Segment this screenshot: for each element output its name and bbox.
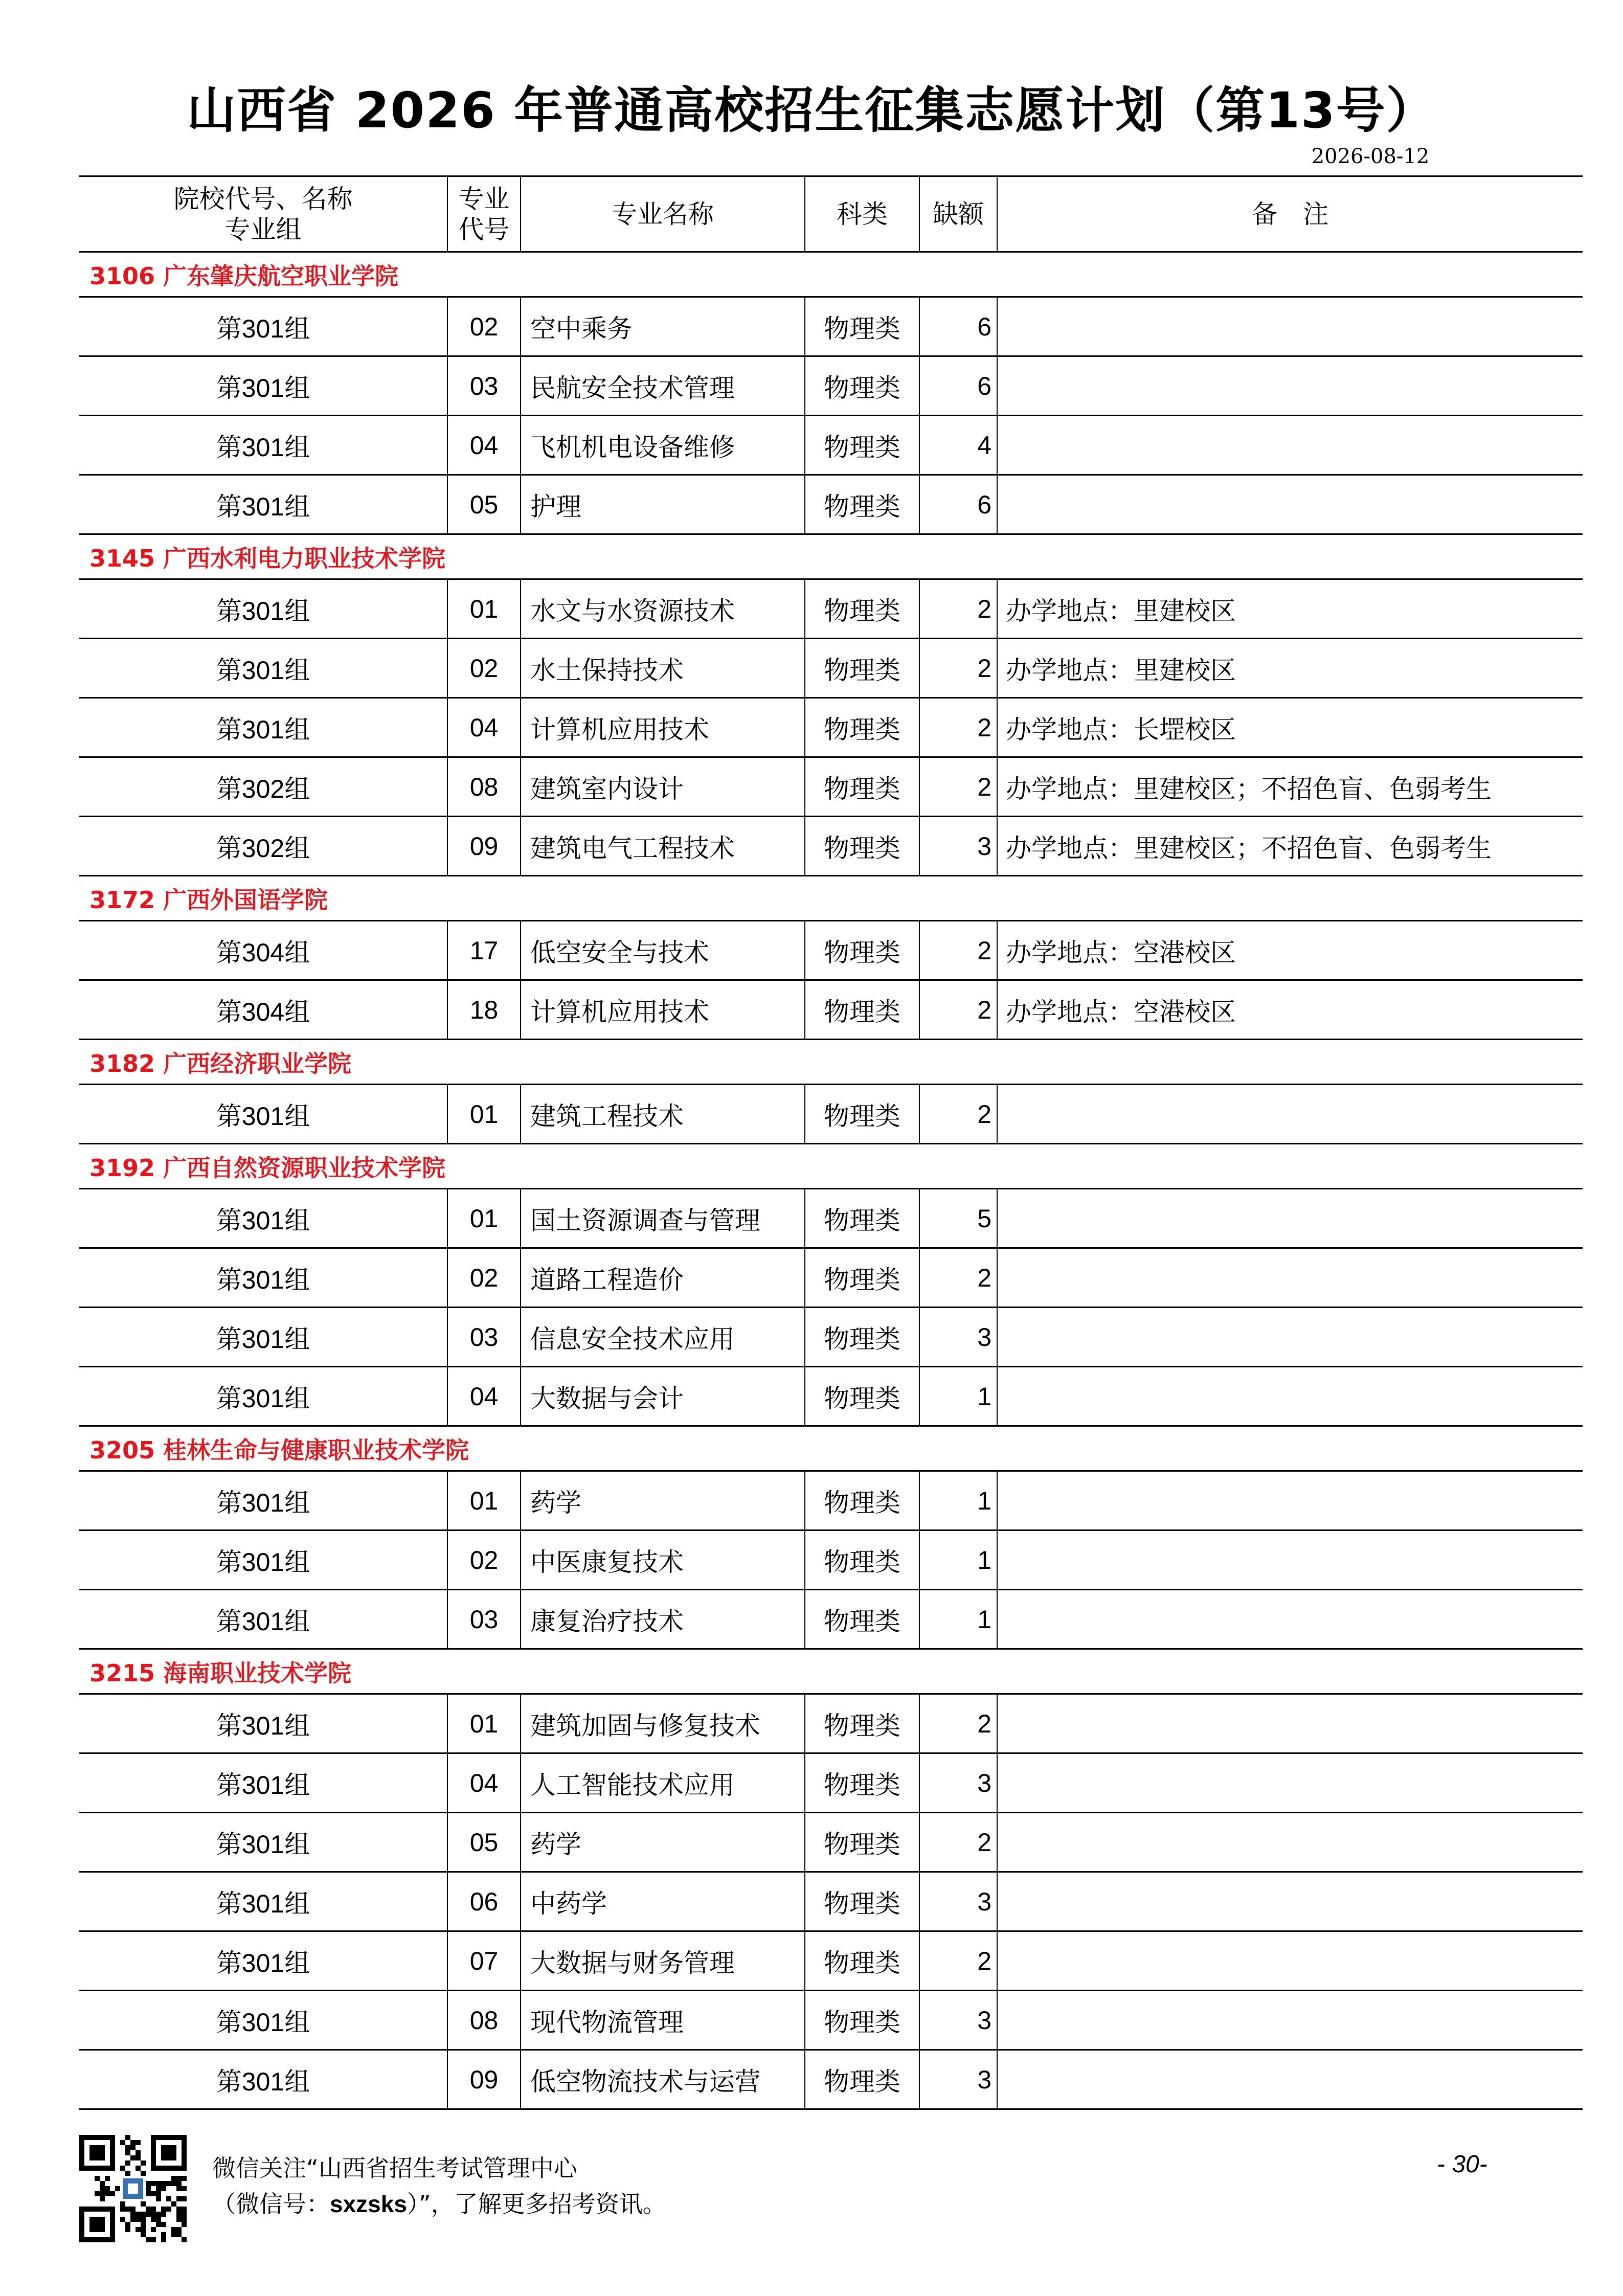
major-code-cell: 01 <box>447 1694 521 1753</box>
category-cell: 物理类 <box>805 416 919 475</box>
quota-cell: 1 <box>919 1530 997 1590</box>
qr-code-icon <box>79 2135 187 2242</box>
table-row <box>79 1813 1583 1872</box>
major-name-cell: 计算机应用技术 <box>521 698 805 757</box>
major-name-cell: 人工智能技术应用 <box>521 1753 805 1813</box>
table-row <box>79 639 1583 698</box>
note-cell <box>997 1872 1583 1931</box>
major-name-cell: 护理 <box>521 475 805 534</box>
group-cell: 第302组 <box>79 817 447 876</box>
publish-date: 2026-08-12 <box>1311 145 1430 168</box>
note-cell: 办学地点：里建校区；不招色盲、色弱考生 <box>997 757 1583 817</box>
table-row <box>79 1189 1583 1248</box>
major-name-cell: 药学 <box>521 1471 805 1530</box>
quota-cell: 2 <box>919 921 997 980</box>
table-row <box>79 1308 1583 1367</box>
table-row <box>79 1248 1583 1308</box>
major-code-cell: 04 <box>447 1367 521 1426</box>
category-cell: 物理类 <box>805 1471 919 1530</box>
note-cell <box>997 1308 1583 1367</box>
category-cell: 物理类 <box>805 1813 919 1872</box>
category-cell: 物理类 <box>805 698 919 757</box>
major-code-cell: 03 <box>447 356 521 416</box>
note-cell <box>997 1813 1583 1872</box>
major-name-cell: 中药学 <box>521 1872 805 1931</box>
quota-cell: 1 <box>919 1367 997 1426</box>
category-cell: 物理类 <box>805 639 919 698</box>
note-cell <box>997 2050 1583 2109</box>
category-cell: 物理类 <box>805 1931 919 1991</box>
footer-wechat-id: sxzsks <box>330 2191 407 2217</box>
quota-cell: 3 <box>919 1991 997 2050</box>
note-cell <box>997 1590 1583 1649</box>
major-code-cell: 01 <box>447 579 521 639</box>
group-cell: 第301组 <box>79 1931 447 1991</box>
table-row <box>79 475 1583 534</box>
major-name-cell: 药学 <box>521 1813 805 1872</box>
table-row <box>79 356 1583 416</box>
quota-cell: 2 <box>919 980 997 1040</box>
group-cell: 第302组 <box>79 757 447 817</box>
table-row <box>79 1085 1583 1144</box>
category-cell: 物理类 <box>805 1248 919 1308</box>
category-cell: 物理类 <box>805 1085 919 1144</box>
table-row <box>79 1694 1583 1753</box>
group-cell: 第301组 <box>79 1308 447 1367</box>
table-row <box>79 579 1583 639</box>
note-cell <box>997 1085 1583 1144</box>
quota-cell: 1 <box>919 1590 997 1649</box>
school-name: 3145 广西水利电力职业技术学院 <box>79 534 1583 579</box>
group-cell: 第301组 <box>79 1694 447 1753</box>
category-cell: 物理类 <box>805 817 919 876</box>
school-row <box>79 1144 1583 1189</box>
group-cell: 第301组 <box>79 356 447 416</box>
table-row <box>79 817 1583 876</box>
school-name: 3106 广东肇庆航空职业学院 <box>79 252 1583 297</box>
category-cell: 物理类 <box>805 921 919 980</box>
header-category: 科类 <box>805 176 919 252</box>
table-row <box>79 698 1583 757</box>
major-name-cell: 建筑工程技术 <box>521 1085 805 1144</box>
page-number: - 30- <box>1437 2151 1487 2178</box>
category-cell: 物理类 <box>805 980 919 1040</box>
quota-cell: 3 <box>919 1308 997 1367</box>
quota-cell: 6 <box>919 475 997 534</box>
school-name: 3205 桂林生命与健康职业技术学院 <box>79 1426 1583 1471</box>
major-name-cell: 道路工程造价 <box>521 1248 805 1308</box>
header-quota: 缺额 <box>919 176 997 252</box>
major-code-cell: 04 <box>447 416 521 475</box>
note-cell <box>997 1367 1583 1426</box>
quota-cell: 6 <box>919 356 997 416</box>
major-name-cell: 建筑加固与修复技术 <box>521 1694 805 1753</box>
major-code-cell: 02 <box>447 639 521 698</box>
note-cell <box>997 297 1583 356</box>
footer-text <box>212 2150 666 2222</box>
note-cell: 办学地点：里建校区 <box>997 639 1583 698</box>
major-name-cell: 国土资源调查与管理 <box>521 1189 805 1248</box>
major-code-cell: 18 <box>447 980 521 1040</box>
note-cell <box>997 356 1583 416</box>
footer-line1: 微信关注“山西省招生考试管理中心 <box>212 2154 577 2182</box>
table-row <box>79 1872 1583 1931</box>
major-name-cell: 民航安全技术管理 <box>521 356 805 416</box>
group-cell: 第301组 <box>79 1471 447 1530</box>
category-cell: 物理类 <box>805 1753 919 1813</box>
group-cell: 第301组 <box>79 1813 447 1872</box>
quota-cell: 3 <box>919 2050 997 2109</box>
major-code-cell: 03 <box>447 1590 521 1649</box>
group-cell: 第301组 <box>79 1248 447 1308</box>
major-name-cell: 信息安全技术应用 <box>521 1308 805 1367</box>
note-cell <box>997 416 1583 475</box>
quota-cell: 2 <box>919 1694 997 1753</box>
school-name: 3215 海南职业技术学院 <box>79 1649 1583 1694</box>
major-name-cell: 飞机机电设备维修 <box>521 416 805 475</box>
table-row <box>79 1991 1583 2050</box>
group-cell: 第301组 <box>79 2050 447 2109</box>
table-row <box>79 1931 1583 1991</box>
table-row <box>79 757 1583 817</box>
note-cell: 办学地点：空港校区 <box>997 980 1583 1040</box>
major-code-cell: 09 <box>447 2050 521 2109</box>
group-cell: 第301组 <box>79 1085 447 1144</box>
category-cell: 物理类 <box>805 1189 919 1248</box>
note-cell <box>997 1530 1583 1590</box>
note-cell: 办学地点：里建校区；不招色盲、色弱考生 <box>997 817 1583 876</box>
major-code-cell: 02 <box>447 1248 521 1308</box>
note-cell <box>997 1248 1583 1308</box>
major-code-cell: 08 <box>447 1991 521 2050</box>
group-cell: 第301组 <box>79 698 447 757</box>
header-code: 专业 代号 <box>447 176 521 252</box>
quota-cell: 2 <box>919 639 997 698</box>
quota-cell: 3 <box>919 1872 997 1931</box>
table-body <box>79 252 1583 2109</box>
category-cell: 物理类 <box>805 1530 919 1590</box>
major-code-cell: 02 <box>447 297 521 356</box>
major-name-cell: 康复治疗技术 <box>521 1590 805 1649</box>
footer-line2-prefix: （微信号： <box>212 2190 330 2218</box>
quota-cell: 2 <box>919 579 997 639</box>
quota-cell: 2 <box>919 1813 997 1872</box>
group-cell: 第301组 <box>79 639 447 698</box>
note-cell <box>997 1931 1583 1991</box>
category-cell: 物理类 <box>805 475 919 534</box>
major-name-cell: 大数据与财务管理 <box>521 1931 805 1991</box>
group-cell: 第301组 <box>79 579 447 639</box>
major-code-cell: 09 <box>447 817 521 876</box>
quota-cell: 3 <box>919 1753 997 1813</box>
major-name-cell: 空中乘务 <box>521 297 805 356</box>
major-name-cell: 计算机应用技术 <box>521 980 805 1040</box>
header-major: 专业名称 <box>521 176 805 252</box>
group-cell: 第304组 <box>79 980 447 1040</box>
quota-cell: 6 <box>919 297 997 356</box>
quota-cell: 2 <box>919 757 997 817</box>
major-code-cell: 08 <box>447 757 521 817</box>
group-cell: 第301组 <box>79 1753 447 1813</box>
category-cell: 物理类 <box>805 1367 919 1426</box>
school-row <box>79 534 1583 579</box>
note-cell: 办学地点：里建校区 <box>997 579 1583 639</box>
major-name-cell: 低空物流技术与运营 <box>521 2050 805 2109</box>
note-cell <box>997 1753 1583 1813</box>
major-code-cell: 05 <box>447 475 521 534</box>
note-cell <box>997 475 1583 534</box>
table-row <box>79 297 1583 356</box>
major-code-cell: 02 <box>447 1530 521 1590</box>
quota-cell: 4 <box>919 416 997 475</box>
table-row <box>79 2050 1583 2109</box>
quota-cell: 2 <box>919 698 997 757</box>
major-name-cell: 建筑室内设计 <box>521 757 805 817</box>
note-cell <box>997 1694 1583 1753</box>
major-code-cell: 01 <box>447 1471 521 1530</box>
table-row <box>79 1590 1583 1649</box>
school-row <box>79 1040 1583 1085</box>
group-cell: 第301组 <box>79 297 447 356</box>
category-cell: 物理类 <box>805 579 919 639</box>
note-cell: 办学地点：长堽校区 <box>997 698 1583 757</box>
table-row <box>79 416 1583 475</box>
category-cell: 物理类 <box>805 1590 919 1649</box>
page-title: 山西省 2026 年普通高校招生征集志愿计划（第13号） <box>187 82 1436 139</box>
group-cell: 第301组 <box>79 1991 447 2050</box>
school-name: 3192 广西自然资源职业技术学院 <box>79 1144 1583 1189</box>
major-code-cell: 01 <box>447 1085 521 1144</box>
quota-cell: 2 <box>919 1085 997 1144</box>
header-note: 备 注 <box>997 176 1583 252</box>
quota-cell: 5 <box>919 1189 997 1248</box>
major-code-cell: 03 <box>447 1308 521 1367</box>
table-row <box>79 1530 1583 1590</box>
quota-cell: 2 <box>919 1248 997 1308</box>
table-row <box>79 1367 1583 1426</box>
major-name-cell: 水土保持技术 <box>521 639 805 698</box>
category-cell: 物理类 <box>805 757 919 817</box>
major-name-cell: 建筑电气工程技术 <box>521 817 805 876</box>
category-cell: 物理类 <box>805 1991 919 2050</box>
major-code-cell: 17 <box>447 921 521 980</box>
major-code-cell: 06 <box>447 1872 521 1931</box>
category-cell: 物理类 <box>805 1872 919 1931</box>
major-code-cell: 04 <box>447 1753 521 1813</box>
major-name-cell: 大数据与会计 <box>521 1367 805 1426</box>
footer-line2 <box>212 2186 666 2222</box>
school-row <box>79 252 1583 297</box>
note-cell: 办学地点：空港校区 <box>997 921 1583 980</box>
major-code-cell: 05 <box>447 1813 521 1872</box>
footer-line2-suffix: ）”，了解更多招考资讯。 <box>407 2190 666 2218</box>
quota-cell: 1 <box>919 1471 997 1530</box>
school-name: 3182 广西经济职业学院 <box>79 1040 1583 1085</box>
note-cell <box>997 1189 1583 1248</box>
major-code-cell: 04 <box>447 698 521 757</box>
category-cell: 物理类 <box>805 297 919 356</box>
school-row <box>79 1426 1583 1471</box>
group-cell: 第304组 <box>79 921 447 980</box>
table-row <box>79 1471 1583 1530</box>
group-cell: 第301组 <box>79 416 447 475</box>
plan-table <box>79 175 1583 2110</box>
group-cell: 第301组 <box>79 475 447 534</box>
school-row <box>79 1649 1583 1694</box>
category-cell: 物理类 <box>805 1694 919 1753</box>
major-code-cell: 07 <box>447 1931 521 1991</box>
major-code-cell: 01 <box>447 1189 521 1248</box>
quota-cell: 2 <box>919 1931 997 1991</box>
table-row <box>79 921 1583 980</box>
group-cell: 第301组 <box>79 1367 447 1426</box>
category-cell: 物理类 <box>805 2050 919 2109</box>
group-cell: 第301组 <box>79 1530 447 1590</box>
note-cell <box>997 1471 1583 1530</box>
group-cell: 第301组 <box>79 1590 447 1649</box>
school-name: 3172 广西外国语学院 <box>79 876 1583 921</box>
group-cell: 第301组 <box>79 1189 447 1248</box>
category-cell: 物理类 <box>805 356 919 416</box>
category-cell: 物理类 <box>805 1308 919 1367</box>
note-cell <box>997 1991 1583 2050</box>
major-name-cell: 水文与水资源技术 <box>521 579 805 639</box>
major-name-cell: 中医康复技术 <box>521 1530 805 1590</box>
table-row <box>79 1753 1583 1813</box>
major-name-cell: 低空安全与技术 <box>521 921 805 980</box>
table-row <box>79 980 1583 1040</box>
table-header-row <box>79 176 1583 252</box>
school-row <box>79 876 1583 921</box>
group-cell: 第301组 <box>79 1872 447 1931</box>
quota-cell: 3 <box>919 817 997 876</box>
header-group: 院校代号、名称 专业组 <box>79 176 447 252</box>
major-name-cell: 现代物流管理 <box>521 1991 805 2050</box>
